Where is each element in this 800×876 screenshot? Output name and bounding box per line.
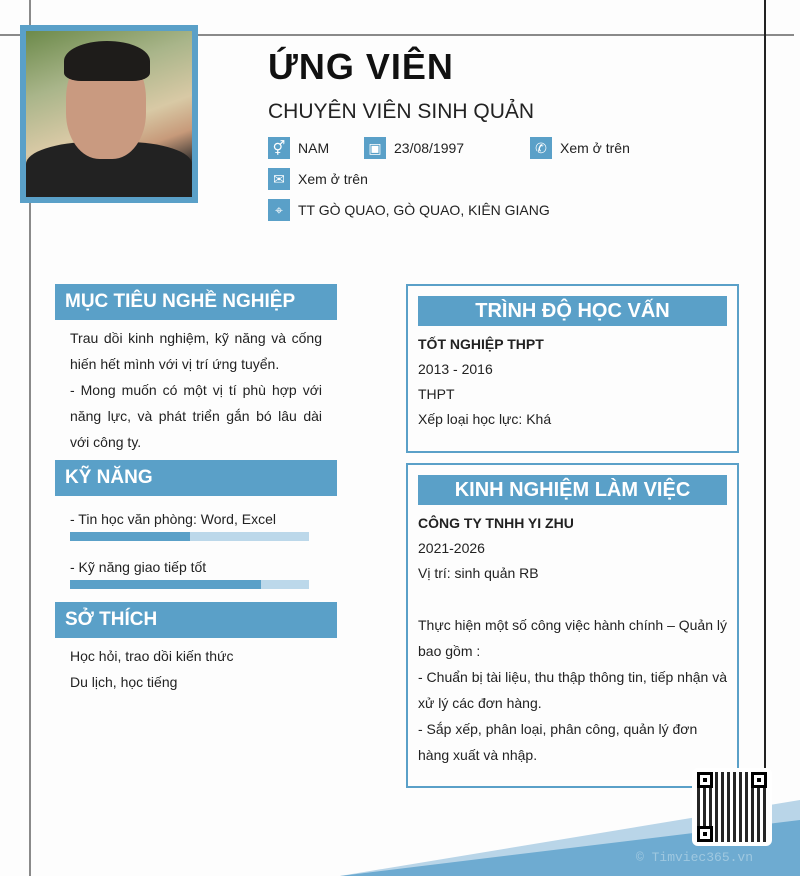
hobby-item: Du lịch, học tiếng	[70, 674, 178, 690]
skill-bar-fill	[70, 580, 261, 589]
candidate-name: ỨNG VIÊN	[268, 46, 454, 87]
description-line: Thực hiện một số công việc hành chính – Quản lý bao gồm :	[418, 617, 727, 659]
calendar-icon: ▣	[364, 137, 386, 159]
experience-years: 2021-2026	[418, 540, 485, 556]
right-border-line	[764, 0, 766, 876]
qr-finder-icon	[697, 826, 713, 842]
skills-heading: KỸ NĂNG	[55, 460, 337, 496]
experience-position: Vị trí: sinh quản RB	[418, 565, 539, 581]
education-grade: Xếp loại học lực: Khá	[418, 411, 552, 427]
skill-label: - Kỹ năng giao tiếp tốt	[70, 559, 207, 575]
skill-bar	[70, 580, 309, 589]
experience-body	[418, 511, 727, 768]
qr-code[interactable]	[692, 768, 772, 846]
gender-icon: ⚥	[268, 137, 290, 159]
gender-value: NAM	[298, 140, 330, 156]
objective-line: - Mong muốn có một vị tí phù hợp với năng lực, và phát triển gắn bó lâu dài với công ty.	[70, 382, 322, 450]
qr-finder-icon	[697, 772, 713, 788]
birthday-value: 23/08/1997	[394, 140, 465, 156]
address-value: TT GÒ QUAO, GÒ QUAO, KIÊN GIANG	[298, 202, 550, 218]
education-years: 2013 - 2016	[418, 361, 493, 377]
email-value: Xem ở trên	[298, 171, 368, 187]
hobby-item: Học hỏi, trao dồi kiến thức	[70, 648, 234, 664]
birthday-field	[364, 137, 464, 159]
hobbies-list	[70, 643, 233, 695]
avatar-hair	[64, 41, 150, 81]
phone-icon: ✆	[530, 137, 552, 159]
location-icon: ⌖	[268, 199, 290, 221]
education-degree: TỐT NGHIỆP THPT	[418, 336, 544, 352]
avatar-photo	[20, 25, 198, 203]
experience-company: CÔNG TY TNHH YI ZHU	[418, 515, 574, 531]
email-icon: ✉	[268, 168, 290, 190]
objective-heading: MỤC TIÊU NGHỀ NGHIỆP	[55, 284, 337, 320]
experience-description	[418, 612, 727, 768]
address-field	[268, 199, 550, 221]
phone-value: Xem ở trên	[560, 140, 630, 156]
job-title: CHUYÊN VIÊN SINH QUẢN	[268, 100, 535, 123]
description-line: - Sắp xếp, phân loại, phân công, quản lý đơn hàng xuất và nhập.	[418, 721, 698, 763]
education-body	[418, 332, 727, 432]
qr-finder-icon	[751, 772, 767, 788]
experience-heading: KINH NGHIỆM LÀM VIỆC	[418, 475, 727, 505]
copyright-text: © Timviec365.vn	[636, 850, 754, 865]
gender-field	[268, 137, 329, 159]
description-line: - Chuẩn bị tài liệu, thu thập thông tin, tiếp nhận và xử lý các đơn hàng.	[418, 669, 727, 711]
education-section	[406, 284, 739, 453]
spacer	[418, 586, 727, 612]
skill-bar-fill	[70, 532, 190, 541]
hobbies-heading: SỞ THÍCH	[55, 602, 337, 638]
education-heading: TRÌNH ĐỘ HỌC VẤN	[418, 296, 727, 326]
objective-line: Trau dồi kinh nghiệm, kỹ năng và cống hiến hết mình với vị trí ứng tuyển.	[70, 330, 322, 372]
email-field	[268, 168, 368, 190]
objective-text	[70, 325, 322, 455]
education-school: THPT	[418, 386, 455, 402]
phone-field	[530, 137, 630, 159]
experience-section	[406, 463, 739, 788]
skill-label: - Tin học văn phòng: Word, Excel	[70, 511, 276, 527]
skill-bar	[70, 532, 309, 541]
